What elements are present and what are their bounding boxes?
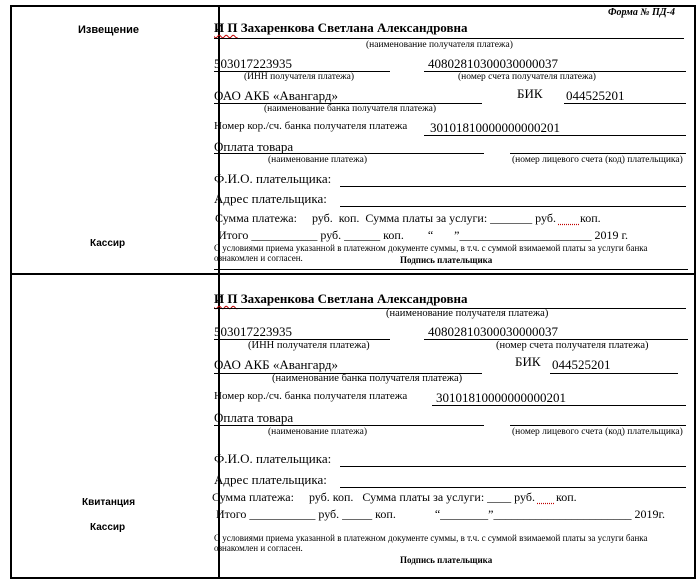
payee-caption-receipt: (наименование получателя платежа) [386, 308, 549, 319]
sum-label: Сумма платежа: [215, 211, 297, 225]
bik-label: БИК [517, 86, 543, 101]
inn-caption-receipt: (ИНН получателя платежа) [248, 340, 370, 351]
payee-name-receipt [214, 292, 468, 305]
corr-line [424, 135, 686, 136]
purpose-line-receipt [214, 425, 484, 426]
payment-form-pd4 [10, 5, 696, 579]
service-label-receipt: Сумма платы за услуги: [362, 490, 485, 504]
sum-row: Сумма платежа: руб. коп. Сумма платы за услуги: _______ руб. коп. [215, 211, 601, 225]
purpose-line [214, 153, 484, 154]
bank-caption-receipt: (наименование банка получателя платежа) [272, 373, 463, 384]
sum-label-receipt: Сумма платежа: [212, 490, 294, 504]
bik-value-receipt: 044525201 [552, 357, 611, 372]
fio-label: Ф.И.О. плательщика: [214, 171, 332, 186]
address-line-receipt [340, 487, 686, 488]
address-line [340, 206, 686, 207]
bik-label-receipt: БИК [515, 354, 541, 369]
bik-line [564, 103, 686, 104]
payee-name [214, 21, 468, 34]
account-caption: (номер счета получателя платежа) [458, 72, 596, 82]
account-value-receipt: 40802810300030000037 [428, 324, 558, 339]
address-label-receipt: Адрес плательщика: [214, 472, 327, 487]
total-label-receipt: Итого [216, 507, 247, 521]
inn-value-receipt: 503017223935 [214, 324, 292, 339]
service-kop-receipt: коп. [555, 490, 577, 504]
form-number: Форма № ПД-4 [608, 7, 675, 18]
payee-name-rest: Захаренкова Светлана Александровна [240, 20, 468, 35]
purpose-caption: (наименование платежа) [268, 155, 368, 165]
bank-caption: (наименование банка получателя платежа) [264, 104, 437, 114]
quote-close: ” [454, 228, 460, 242]
signature-label: Подпись плательщика [400, 255, 493, 265]
bank-value: ОАО АКБ «Авангард» [214, 88, 339, 103]
purpose-value: Оплата товара [214, 139, 294, 154]
sum-rub: руб. [311, 211, 333, 225]
quote-open-receipt: “ [434, 507, 441, 521]
payee-name-ip: И П [214, 20, 238, 35]
total-rub: руб. [320, 228, 342, 242]
personal-account-caption-receipt: (номер лицевого счета (код) плательщика) [512, 427, 683, 437]
sum-rub-receipt: руб. [308, 490, 330, 504]
payee-line [214, 38, 684, 39]
inn-caption: (ИНН получателя платежа) [244, 72, 355, 82]
corr-line-receipt [432, 405, 686, 406]
total-label: Итого [218, 228, 249, 242]
personal-account-line [510, 153, 686, 154]
purpose-caption-receipt: (наименование платежа) [268, 427, 368, 437]
sum-kop: коп. [338, 211, 360, 225]
fio-line [340, 186, 686, 187]
personal-account-line-receipt [510, 425, 686, 426]
corr-value-receipt: 30101810000000000201 [436, 390, 566, 405]
bik-value: 044525201 [566, 88, 625, 103]
sum-row-receipt: Сумма платежа: руб. коп. Сумма платы за услуги: ____ руб. коп. [212, 490, 577, 504]
total-row-receipt: Итого ___________ руб. _____ коп. “________”_______________________ 2019г. [216, 507, 666, 521]
fio-label-receipt: Ф.И.О. плательщика: [214, 451, 332, 466]
service-kop: коп. [579, 211, 601, 225]
quote-open: “ [427, 228, 434, 242]
corr-label: Номер кор./сч. банка получателя платежа [214, 120, 408, 132]
service-blank [559, 211, 580, 225]
quote-close-receipt: ” [488, 507, 494, 521]
bank-value-receipt: ОАО АКБ «Авангард» [214, 357, 339, 372]
year: 2019 г. [594, 228, 629, 242]
purpose-value-receipt: Оплата товара [214, 410, 294, 425]
service-label: Сумма платы за услуги: [365, 211, 488, 225]
bik-line-receipt [550, 373, 678, 374]
payee-name-rest-receipt: Захаренкова Светлана Александровна [240, 291, 468, 306]
total-rub-receipt: руб. [318, 507, 340, 521]
payee-name-ip-receipt: И П [214, 291, 238, 306]
account-caption-receipt: (номер счета получателя платежа) [496, 340, 649, 351]
service-blank-receipt [538, 490, 556, 504]
address-label: Адрес плательщика: [214, 191, 327, 206]
corr-label-receipt: Номер кор./сч. банка получателя платежа [214, 390, 408, 402]
receipt-cashier-label: Кассир [90, 522, 126, 533]
section-divider [12, 273, 694, 275]
notice-cashier-label: Кассир [90, 238, 126, 249]
receipt-label: Квитанция [82, 497, 136, 508]
total-kop: коп. [383, 228, 404, 242]
inn-value: 503017223935 [214, 56, 292, 71]
payee-caption: (наименование получателя платежа) [366, 40, 513, 50]
personal-account-caption: (номер лицевого счета (код) плательщика) [512, 155, 683, 165]
signature-label-receipt: Подпись плательщика [400, 555, 493, 565]
notice-label: Извещение [78, 24, 140, 36]
total-kop-receipt: коп. [375, 507, 396, 521]
service-rub: руб. [535, 211, 556, 225]
fio-line-receipt [340, 466, 686, 467]
terms-text: С условиями приема указанной в платежном документе суммы, в т.ч. с суммой взимаемой платы за услуги банка ознакомлен и согласен. [214, 243, 648, 264]
corr-value: 30101810000000000201 [430, 120, 560, 135]
service-rub-receipt: руб. [514, 490, 535, 504]
year-receipt: 2019г. [634, 507, 666, 521]
sum-kop-receipt: коп. [332, 490, 354, 504]
terms-text-receipt: С условиями приема указанной в платежном документе суммы, в т.ч. с суммой взимаемой платы за услуги банка ознакомлен и согласен. [214, 533, 648, 554]
notice-bottom-line [214, 269, 688, 270]
total-row: Итого ___________ руб. ______ коп. “ ”______________________ 2019 г. [218, 228, 629, 242]
account-value: 40802810300030000037 [428, 56, 558, 71]
